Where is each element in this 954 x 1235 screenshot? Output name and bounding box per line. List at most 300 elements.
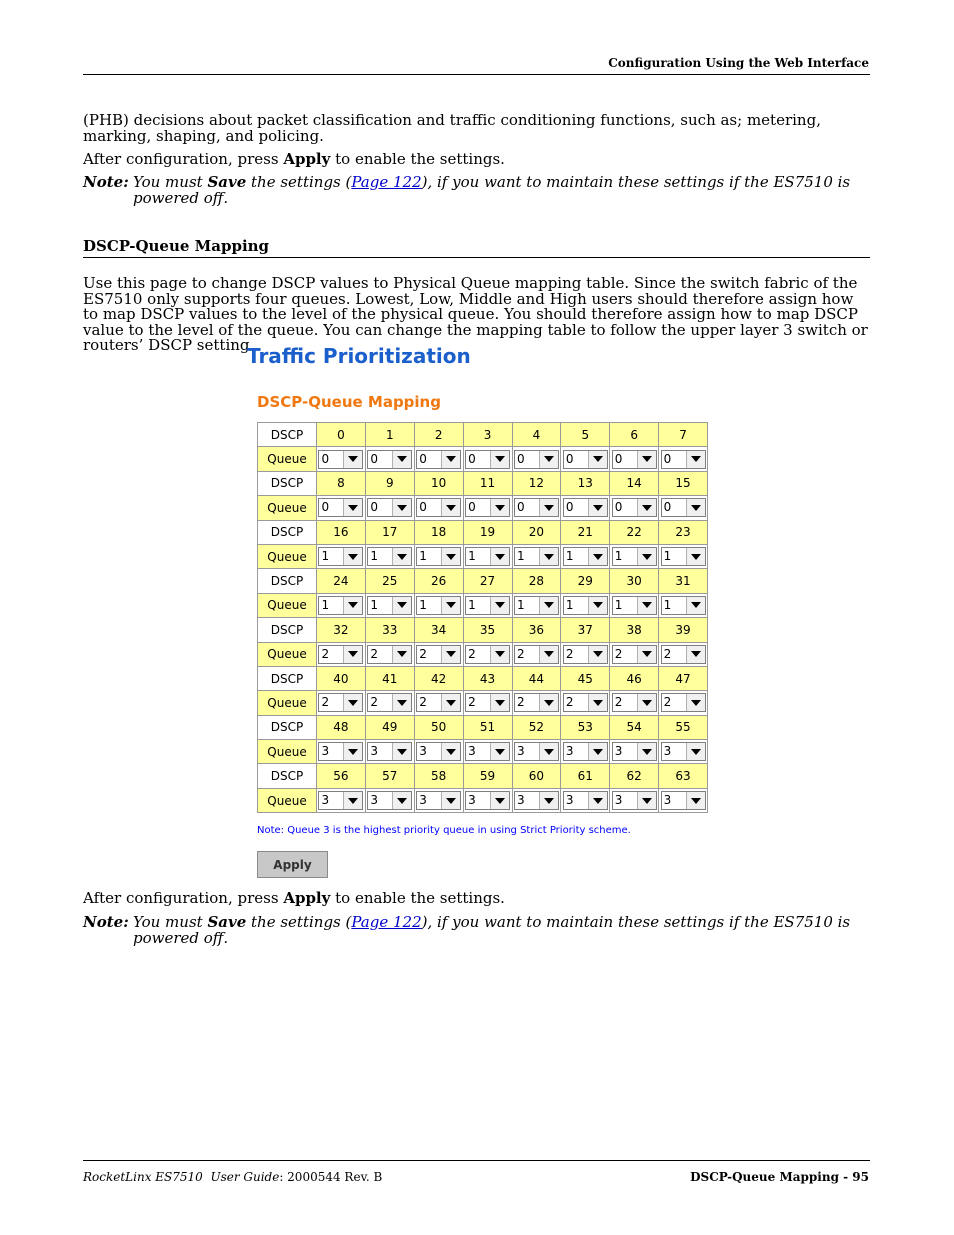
queue-select-value: 2 — [614, 646, 623, 661]
dscp-value-cell: 5 — [561, 423, 610, 447]
queue-cell — [561, 788, 610, 812]
dscp-row-label: DSCP — [258, 666, 317, 690]
chevron-down-icon[interactable] — [637, 499, 656, 516]
queue-cell — [610, 593, 659, 617]
chevron-down-icon[interactable] — [686, 499, 705, 516]
dscp-value-cell: 54 — [610, 715, 659, 739]
queue-cell — [365, 447, 414, 471]
queue-select-value: 1 — [419, 549, 427, 564]
chevron-down-icon[interactable] — [392, 499, 411, 516]
queue-select-value: 3 — [419, 744, 427, 759]
queue-select[interactable] — [465, 547, 510, 566]
queue-select-value: 2 — [419, 646, 427, 661]
queue-row-label: Queue — [258, 593, 317, 617]
dscp-value-cell: 12 — [512, 471, 561, 495]
queue-select-value: 0 — [419, 451, 427, 466]
chevron-down-icon[interactable] — [539, 646, 558, 663]
chevron-down-icon[interactable] — [686, 646, 705, 663]
queue-select-value: 1 — [663, 549, 672, 564]
queue-cell — [317, 496, 366, 520]
queue-select-value: 0 — [321, 500, 330, 515]
queue-select[interactable] — [563, 596, 608, 615]
queue-select[interactable] — [367, 742, 412, 761]
chevron-down-icon[interactable] — [539, 597, 558, 614]
queue-select[interactable] — [318, 791, 363, 810]
chevron-down-icon[interactable] — [441, 597, 460, 614]
dscp-row — [258, 471, 708, 495]
chevron-down-icon[interactable] — [392, 646, 411, 663]
queue-select[interactable] — [416, 547, 461, 566]
queue-select-value: 3 — [516, 744, 525, 759]
queue-select[interactable] — [612, 547, 657, 566]
queue-select-value: 0 — [516, 500, 525, 515]
queue-priority-note: Note: Queue 3 is the highest priority queue in using Strict Priority scheme. — [257, 825, 631, 836]
chevron-down-icon[interactable] — [637, 597, 656, 614]
queue-cell — [512, 691, 561, 715]
queue-cell — [414, 447, 463, 471]
queue-select-value: 3 — [663, 793, 672, 808]
queue-row-label: Queue — [258, 642, 317, 666]
queue-cell — [463, 593, 512, 617]
queue-cell — [317, 544, 366, 568]
chevron-down-icon[interactable] — [490, 548, 509, 565]
dscp-row — [258, 618, 708, 642]
chevron-down-icon[interactable] — [343, 743, 362, 760]
queue-select-value: 1 — [565, 549, 574, 564]
queue-select[interactable] — [514, 742, 559, 761]
queue-select[interactable] — [465, 450, 510, 469]
queue-select-value: 2 — [614, 695, 623, 710]
queue-select[interactable] — [416, 596, 461, 615]
note-label: Note: — [83, 913, 129, 931]
queue-select[interactable] — [563, 498, 608, 517]
queue-cell — [317, 788, 366, 812]
chevron-down-icon[interactable] — [441, 694, 460, 711]
dscp-value-cell: 2 — [414, 423, 463, 447]
queue-select[interactable] — [661, 791, 706, 810]
queue-select[interactable] — [367, 596, 412, 615]
section-body: Use this page to change DSCP values to Physical Queue mapping table. Since the switch fabric of the ES7510 only supports four queues. Lowest, Low, Middle and High users should therefore assign how to map DSCP values to the level of the physical queue. You should therefore assign how to map DSCP value to the level of the queue. You can change the mapping table to follow the upper layer 3 switch or routers’ DSCP setting. — [83, 274, 868, 354]
chevron-down-icon[interactable] — [441, 451, 460, 468]
queue-select[interactable] — [465, 596, 510, 615]
chevron-down-icon[interactable] — [588, 499, 607, 516]
queue-select[interactable] — [612, 498, 657, 517]
dscp-value-cell: 6 — [610, 423, 659, 447]
queue-select-value: 2 — [370, 695, 378, 710]
queue-select[interactable] — [612, 596, 657, 615]
queue-select-value: 3 — [614, 744, 623, 759]
queue-select[interactable] — [661, 547, 706, 566]
queue-select[interactable] — [367, 547, 412, 566]
chevron-down-icon[interactable] — [392, 597, 411, 614]
queue-select-value: 2 — [468, 695, 476, 710]
chevron-down-icon[interactable] — [637, 646, 656, 663]
dscp-value-cell: 39 — [659, 618, 708, 642]
queue-select[interactable] — [514, 791, 559, 810]
dscp-value-cell: 56 — [317, 764, 366, 788]
chevron-down-icon[interactable] — [637, 792, 656, 809]
queue-cell — [365, 593, 414, 617]
dscp-row-label: DSCP — [258, 618, 317, 642]
queue-select[interactable] — [416, 645, 461, 664]
queue-select[interactable] — [367, 498, 412, 517]
chevron-down-icon[interactable] — [343, 499, 362, 516]
queue-cell — [317, 740, 366, 764]
chevron-down-icon[interactable] — [588, 451, 607, 468]
chevron-down-icon[interactable] — [686, 743, 705, 760]
queue-cell — [414, 496, 463, 520]
dscp-value-cell: 51 — [463, 715, 512, 739]
chevron-down-icon[interactable] — [539, 548, 558, 565]
chevron-down-icon[interactable] — [637, 694, 656, 711]
chevron-down-icon[interactable] — [343, 694, 362, 711]
section-title: DSCP-Queue Mapping — [83, 237, 270, 255]
queue-select[interactable] — [367, 450, 412, 469]
dscp-value-cell: 42 — [414, 666, 463, 690]
queue-select[interactable] — [318, 547, 363, 566]
queue-cell — [659, 496, 708, 520]
queue-select[interactable] — [514, 596, 559, 615]
chevron-down-icon[interactable] — [392, 451, 411, 468]
queue-select-value: 1 — [370, 549, 378, 564]
queue-select-value: 0 — [370, 500, 378, 515]
queue-select-value: 1 — [419, 597, 427, 612]
queue-select-value: 3 — [370, 793, 378, 808]
queue-select-value: 0 — [663, 451, 672, 466]
queue-cell — [561, 593, 610, 617]
queue-select-value: 1 — [468, 549, 476, 564]
dscp-value-cell: 24 — [317, 569, 366, 593]
apply-instruction-after: After configuration, press Apply to enable the settings. — [83, 889, 505, 907]
queue-select[interactable] — [661, 693, 706, 712]
queue-select[interactable] — [514, 450, 559, 469]
save-note-after: Note: You must Save the settings (Page 122), if you want to maintain these settings if the ES7510 is powered off. — [83, 913, 851, 947]
queue-select[interactable] — [318, 498, 363, 517]
queue-cell — [659, 788, 708, 812]
queue-row — [258, 593, 708, 617]
chevron-down-icon[interactable] — [539, 499, 558, 516]
queue-select[interactable] — [612, 742, 657, 761]
queue-select-value: 2 — [663, 695, 672, 710]
chevron-down-icon[interactable] — [588, 743, 607, 760]
chevron-down-icon[interactable] — [686, 792, 705, 809]
queue-select-value: 2 — [516, 695, 525, 710]
chevron-down-icon[interactable] — [686, 597, 705, 614]
dscp-value-cell: 28 — [512, 569, 561, 593]
queue-select-value: 0 — [321, 451, 330, 466]
queue-cell — [414, 788, 463, 812]
queue-select[interactable] — [318, 693, 363, 712]
dscp-row-label: DSCP — [258, 520, 317, 544]
queue-select[interactable] — [416, 498, 461, 517]
chevron-down-icon[interactable] — [343, 646, 362, 663]
queue-select[interactable] — [465, 498, 510, 517]
queue-select-value: 1 — [321, 597, 330, 612]
dscp-value-cell: 8 — [317, 471, 366, 495]
queue-select[interactable] — [416, 450, 461, 469]
queue-select[interactable] — [661, 450, 706, 469]
chevron-down-icon[interactable] — [490, 792, 509, 809]
queue-select[interactable] — [661, 596, 706, 615]
save-keyword: Save — [207, 173, 247, 191]
dscp-row-label: DSCP — [258, 764, 317, 788]
dscp-value-cell: 29 — [561, 569, 610, 593]
ui-section-subtitle: DSCP-Queue Mapping — [257, 393, 441, 411]
queue-select[interactable] — [661, 645, 706, 664]
queue-select-value: 3 — [419, 793, 427, 808]
chevron-down-icon[interactable] — [588, 548, 607, 565]
queue-row — [258, 496, 708, 520]
queue-select[interactable] — [416, 791, 461, 810]
queue-cell — [610, 691, 659, 715]
chevron-down-icon[interactable] — [343, 451, 362, 468]
chevron-down-icon[interactable] — [588, 646, 607, 663]
queue-select[interactable] — [465, 791, 510, 810]
chevron-down-icon[interactable] — [490, 499, 509, 516]
dscp-value-cell: 43 — [463, 666, 512, 690]
chevron-down-icon[interactable] — [686, 694, 705, 711]
chevron-down-icon[interactable] — [637, 548, 656, 565]
dscp-row — [258, 520, 708, 544]
chevron-down-icon[interactable] — [441, 499, 460, 516]
dscp-row — [258, 715, 708, 739]
queue-select[interactable] — [514, 498, 559, 517]
footer-rule — [83, 1160, 870, 1161]
apply-instruction: After configuration, press Apply to enable the settings. — [83, 150, 505, 168]
queue-cell — [317, 593, 366, 617]
queue-select[interactable] — [367, 645, 412, 664]
queue-row — [258, 447, 708, 471]
queue-cell — [512, 593, 561, 617]
dscp-value-cell: 31 — [659, 569, 708, 593]
queue-select-value: 1 — [370, 597, 378, 612]
queue-cell — [659, 691, 708, 715]
queue-select[interactable] — [563, 742, 608, 761]
page-122-link[interactable]: Page 122 — [351, 173, 422, 191]
dscp-value-cell: 37 — [561, 618, 610, 642]
queue-cell — [561, 691, 610, 715]
queue-row-label: Queue — [258, 544, 317, 568]
queue-select[interactable] — [465, 742, 510, 761]
dscp-row-label: DSCP — [258, 471, 317, 495]
dscp-value-cell: 15 — [659, 471, 708, 495]
queue-select-value: 3 — [565, 793, 574, 808]
queue-select[interactable] — [661, 742, 706, 761]
dscp-value-cell: 7 — [659, 423, 708, 447]
chevron-down-icon[interactable] — [490, 743, 509, 760]
queue-select-value: 2 — [321, 646, 330, 661]
chevron-down-icon[interactable] — [637, 451, 656, 468]
chevron-down-icon[interactable] — [490, 451, 509, 468]
queue-select-value: 2 — [565, 695, 574, 710]
chevron-down-icon[interactable] — [588, 597, 607, 614]
chevron-down-icon[interactable] — [686, 451, 705, 468]
queue-row — [258, 788, 708, 812]
chevron-down-icon[interactable] — [686, 548, 705, 565]
dscp-value-cell: 47 — [659, 666, 708, 690]
queue-cell — [659, 544, 708, 568]
queue-cell — [610, 447, 659, 471]
dscp-value-cell: 0 — [317, 423, 366, 447]
dscp-row — [258, 764, 708, 788]
queue-select[interactable] — [612, 791, 657, 810]
queue-select-value: 0 — [468, 451, 476, 466]
queue-select[interactable] — [514, 547, 559, 566]
dscp-value-cell: 46 — [610, 666, 659, 690]
queue-select-value: 1 — [663, 597, 672, 612]
dscp-value-cell: 49 — [365, 715, 414, 739]
chevron-down-icon[interactable] — [343, 597, 362, 614]
queue-select-value: 1 — [468, 597, 476, 612]
queue-select[interactable] — [612, 450, 657, 469]
queue-select-value: 0 — [419, 500, 427, 515]
queue-select[interactable] — [563, 547, 608, 566]
dscp-value-cell: 41 — [365, 666, 414, 690]
chevron-down-icon[interactable] — [392, 792, 411, 809]
queue-cell — [414, 691, 463, 715]
chevron-down-icon[interactable] — [392, 694, 411, 711]
queue-cell — [317, 642, 366, 666]
dscp-value-cell: 60 — [512, 764, 561, 788]
queue-select-value: 3 — [614, 793, 623, 808]
queue-select-value: 3 — [321, 793, 330, 808]
chevron-down-icon[interactable] — [539, 792, 558, 809]
queue-select-value: 1 — [321, 549, 330, 564]
queue-select[interactable] — [661, 498, 706, 517]
queue-cell — [610, 544, 659, 568]
queue-select[interactable] — [465, 693, 510, 712]
dscp-value-cell: 3 — [463, 423, 512, 447]
queue-select-value: 2 — [468, 646, 476, 661]
queue-select-value: 3 — [468, 793, 476, 808]
running-header: Configuration Using the Web Interface — [608, 56, 869, 70]
page-122-link[interactable]: Page 122 — [351, 913, 422, 931]
queue-select[interactable] — [563, 450, 608, 469]
queue-select-value: 2 — [663, 646, 672, 661]
chevron-down-icon[interactable] — [490, 646, 509, 663]
queue-row-label: Queue — [258, 691, 317, 715]
dscp-value-cell: 32 — [317, 618, 366, 642]
chevron-down-icon[interactable] — [637, 743, 656, 760]
dscp-value-cell: 22 — [610, 520, 659, 544]
queue-cell — [365, 788, 414, 812]
dscp-value-cell: 16 — [317, 520, 366, 544]
dscp-row-label: DSCP — [258, 423, 317, 447]
queue-row — [258, 691, 708, 715]
chevron-down-icon[interactable] — [588, 694, 607, 711]
queue-select[interactable] — [318, 645, 363, 664]
queue-cell — [512, 447, 561, 471]
chevron-down-icon[interactable] — [392, 548, 411, 565]
queue-cell — [414, 642, 463, 666]
chevron-down-icon[interactable] — [539, 743, 558, 760]
intro-paragraph: (PHB) decisions about packet classification and traffic conditioning functions, such as; metering, marking, shaping, and policing. — [83, 111, 821, 145]
chevron-down-icon[interactable] — [441, 792, 460, 809]
queue-select-value: 1 — [614, 549, 623, 564]
dscp-value-cell: 53 — [561, 715, 610, 739]
dscp-queue-table — [257, 422, 708, 813]
queue-row — [258, 544, 708, 568]
dscp-value-cell: 38 — [610, 618, 659, 642]
queue-select-value: 2 — [565, 646, 574, 661]
queue-row-label: Queue — [258, 740, 317, 764]
queue-cell — [365, 496, 414, 520]
queue-select[interactable] — [367, 693, 412, 712]
dscp-value-cell: 55 — [659, 715, 708, 739]
queue-cell — [659, 642, 708, 666]
chevron-down-icon[interactable] — [343, 548, 362, 565]
queue-cell — [659, 593, 708, 617]
queue-select-value: 1 — [516, 597, 525, 612]
apply-button[interactable]: Apply — [257, 851, 328, 878]
queue-row — [258, 740, 708, 764]
dscp-value-cell: 50 — [414, 715, 463, 739]
dscp-value-cell: 19 — [463, 520, 512, 544]
queue-select[interactable] — [416, 742, 461, 761]
queue-cell — [365, 691, 414, 715]
queue-cell — [414, 544, 463, 568]
queue-select[interactable] — [514, 693, 559, 712]
dscp-value-cell: 14 — [610, 471, 659, 495]
dscp-value-cell: 4 — [512, 423, 561, 447]
queue-select[interactable] — [563, 693, 608, 712]
queue-select-value: 2 — [419, 695, 427, 710]
dscp-value-cell: 18 — [414, 520, 463, 544]
queue-select[interactable] — [367, 791, 412, 810]
queue-select[interactable] — [318, 596, 363, 615]
dscp-value-cell: 10 — [414, 471, 463, 495]
chevron-down-icon[interactable] — [441, 743, 460, 760]
queue-select-value: 0 — [516, 451, 525, 466]
queue-select[interactable] — [563, 645, 608, 664]
queue-select[interactable] — [318, 742, 363, 761]
queue-cell — [512, 740, 561, 764]
queue-select[interactable] — [318, 450, 363, 469]
chevron-down-icon[interactable] — [441, 548, 460, 565]
queue-select[interactable] — [465, 645, 510, 664]
dscp-row-label: DSCP — [258, 569, 317, 593]
chevron-down-icon[interactable] — [441, 646, 460, 663]
chevron-down-icon[interactable] — [392, 743, 411, 760]
chevron-down-icon[interactable] — [490, 597, 509, 614]
queue-select[interactable] — [612, 693, 657, 712]
dscp-row — [258, 569, 708, 593]
dscp-value-cell: 52 — [512, 715, 561, 739]
queue-cell — [414, 740, 463, 764]
queue-select[interactable] — [563, 791, 608, 810]
queue-cell — [659, 740, 708, 764]
chevron-down-icon[interactable] — [539, 451, 558, 468]
dscp-value-cell: 21 — [561, 520, 610, 544]
queue-select[interactable] — [416, 693, 461, 712]
dscp-value-cell: 1 — [365, 423, 414, 447]
queue-select-value: 0 — [663, 500, 672, 515]
chevron-down-icon[interactable] — [539, 694, 558, 711]
queue-cell — [512, 642, 561, 666]
chevron-down-icon[interactable] — [588, 792, 607, 809]
footer-document-id: RocketLinx ES7510 User Guide: 2000544 Rev. B — [83, 1170, 383, 1184]
dscp-value-cell: 44 — [512, 666, 561, 690]
save-note: Note: You must Save the settings (Page 122), if you want to maintain these settings if the ES7510 is powered off. — [83, 173, 851, 207]
chevron-down-icon[interactable] — [490, 694, 509, 711]
queue-select[interactable] — [612, 645, 657, 664]
ui-page-title: Traffic Prioritization — [247, 344, 471, 368]
queue-select[interactable] — [514, 645, 559, 664]
chevron-down-icon[interactable] — [343, 792, 362, 809]
section-rule — [83, 257, 870, 258]
queue-cell — [610, 642, 659, 666]
queue-row — [258, 642, 708, 666]
